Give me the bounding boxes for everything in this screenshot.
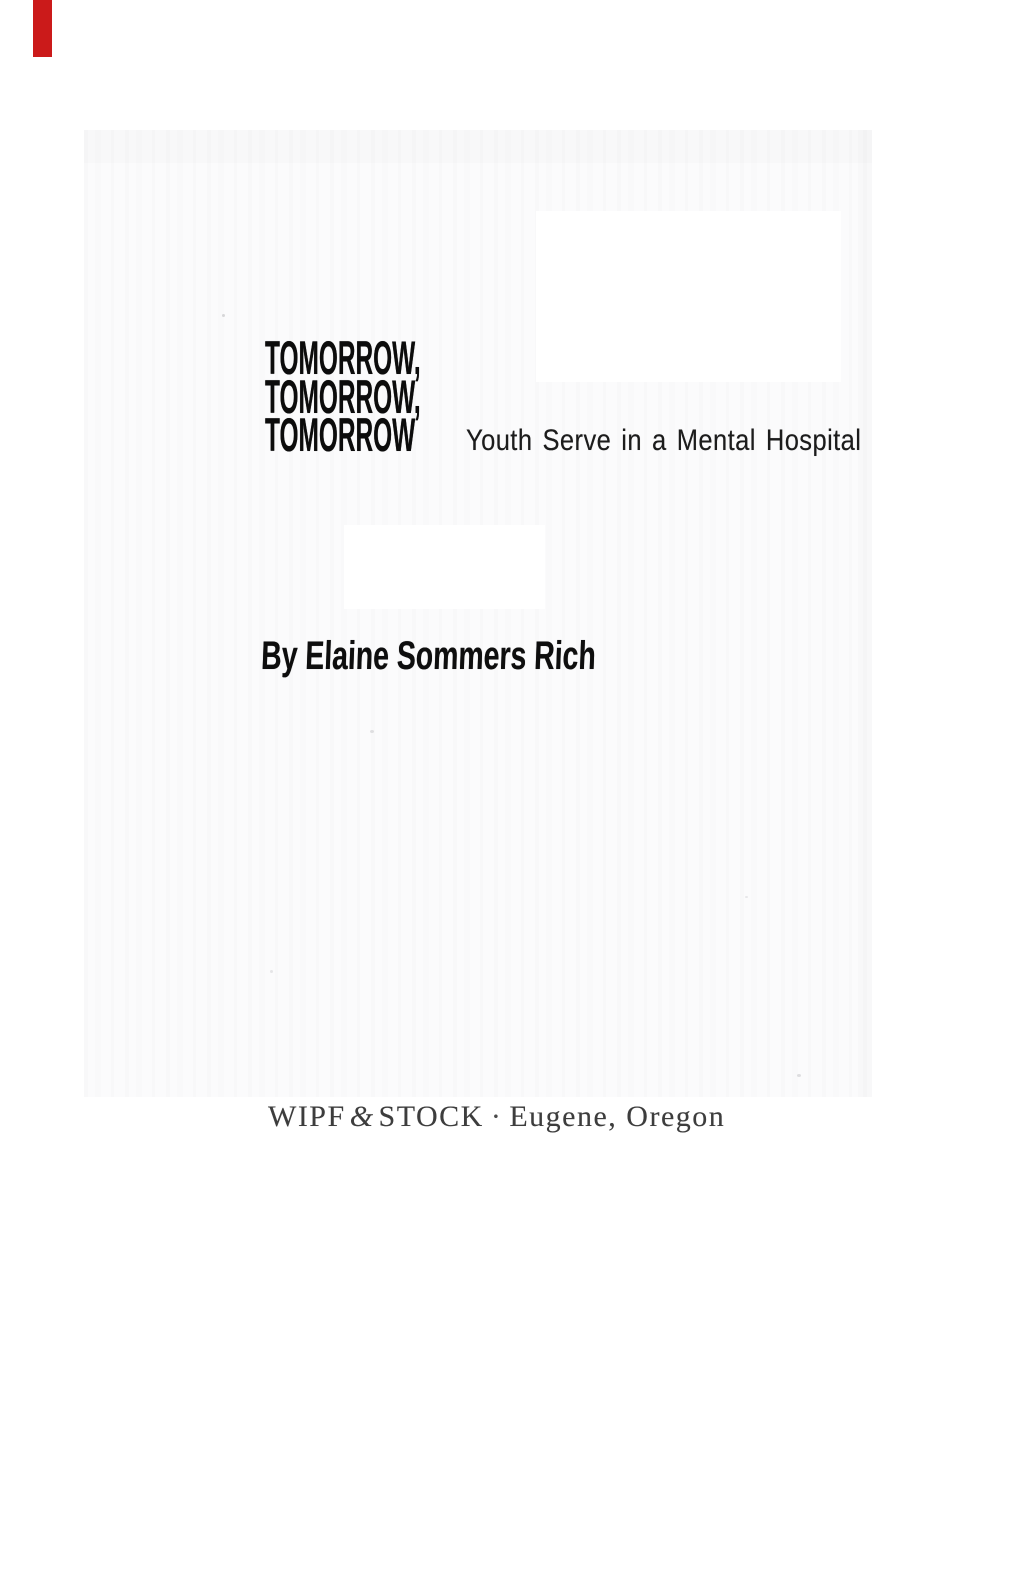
publisher-name-first: WIPF xyxy=(268,1100,346,1133)
imprint-separator-dot: · xyxy=(490,1100,503,1133)
scan-shade-band xyxy=(84,130,872,163)
red-scan-mark xyxy=(33,0,52,57)
book-subtitle: Youth Serve in a Mental Hospital xyxy=(466,424,862,457)
publisher-name-second: STOCK xyxy=(378,1100,484,1133)
white-exposure-patch xyxy=(344,525,545,609)
dust-speck xyxy=(270,970,273,973)
white-exposure-patch xyxy=(536,211,841,382)
scan-edge-shade xyxy=(858,130,872,1097)
author-byline: By Elaine Sommers Rich xyxy=(260,634,597,678)
dust-speck xyxy=(222,314,225,317)
book-title xyxy=(265,331,421,461)
dust-speck xyxy=(797,1074,801,1077)
book-title-line-1: TOMORROW, xyxy=(265,331,421,384)
publisher-location: Eugene, Oregon xyxy=(509,1100,726,1133)
publisher-ampersand: & xyxy=(349,1100,375,1133)
book-title-line-3: TOMORROW xyxy=(265,408,416,461)
book-title-line-2: TOMORROW, xyxy=(265,369,421,423)
dust-speck xyxy=(370,730,374,733)
publisher-imprint xyxy=(268,1100,725,1134)
dust-speck xyxy=(745,896,748,898)
